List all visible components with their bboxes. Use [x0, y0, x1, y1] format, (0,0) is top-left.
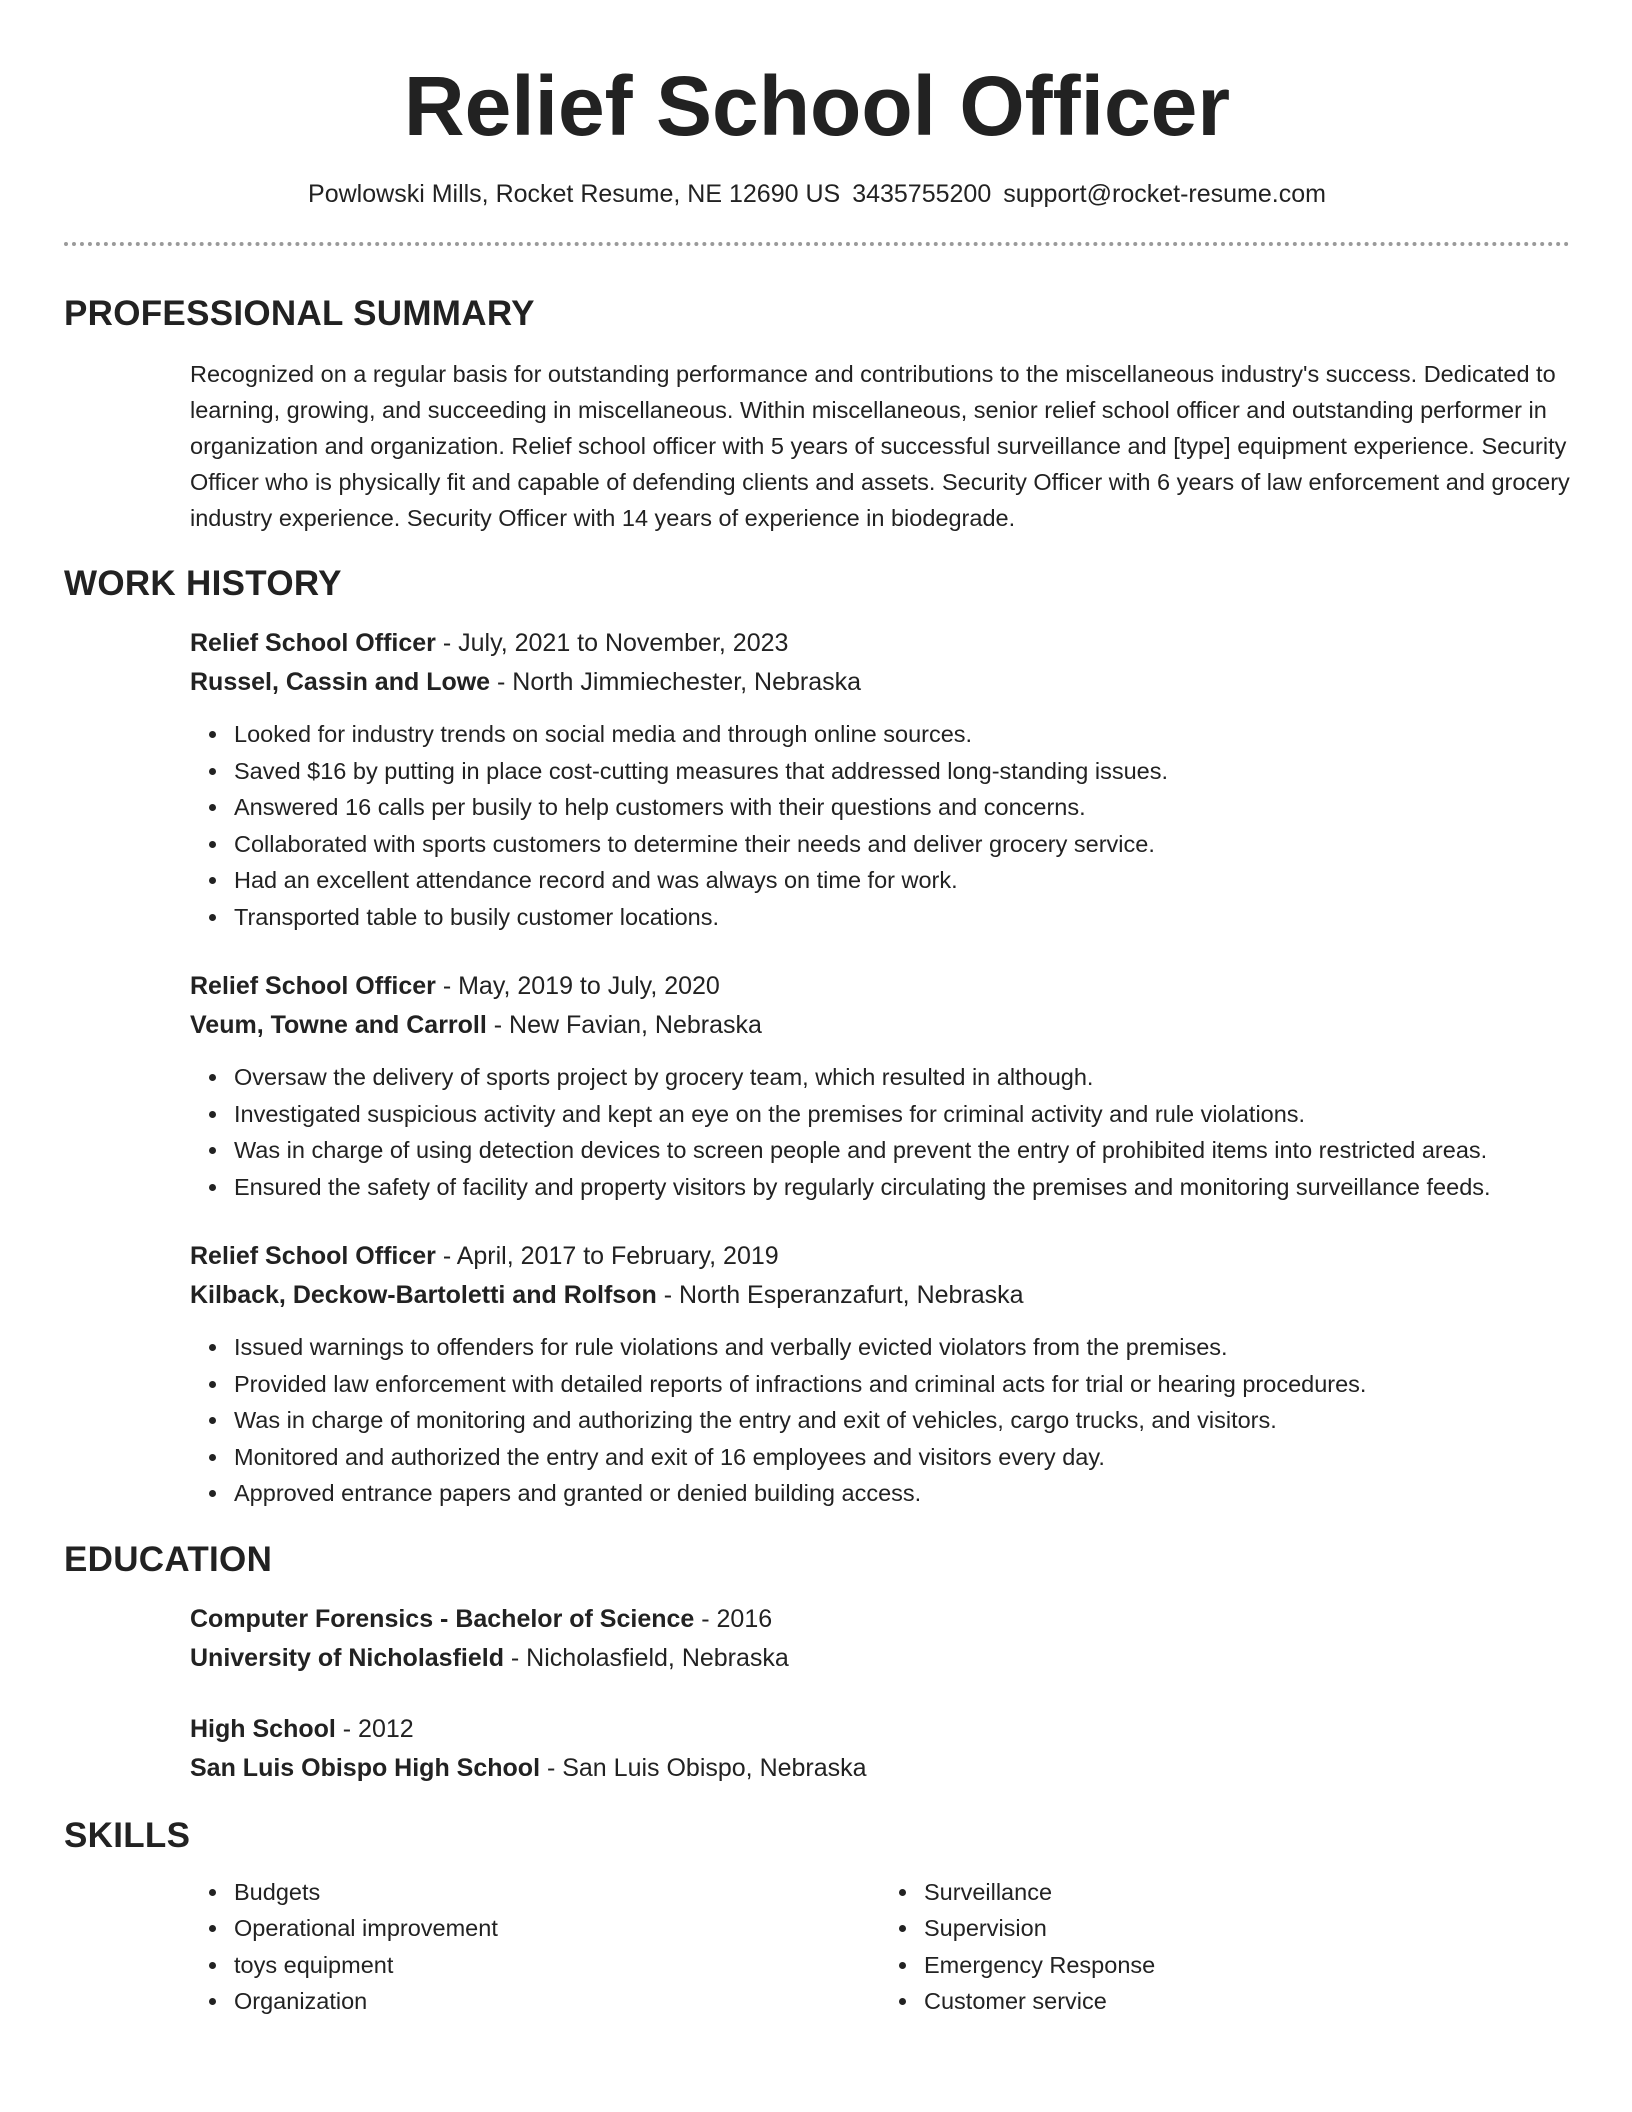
skill-item: Budgets [234, 1874, 880, 1911]
list-item: Oversaw the delivery of sports project by grocery team, which resulted in although. [234, 1059, 1570, 1096]
education-entry [190, 1710, 1570, 1788]
skill-item: Surveillance [924, 1874, 1570, 1911]
job-entry [190, 1237, 1570, 1512]
section-title-summary: PROFESSIONAL SUMMARY [64, 294, 535, 333]
skill-item: Operational improvement [234, 1910, 880, 1947]
skill-item: toys equipment [234, 1947, 880, 1984]
education-degree: Computer Forensics - Bachelor of Science [190, 1604, 695, 1633]
job-role: Relief School Officer [190, 972, 436, 1000]
education-degree-line [190, 1600, 1570, 1639]
job-title-line [190, 967, 1570, 1006]
list-item: Was in charge of using detection devices to screen people and prevent the entry of prohibited items into restricted areas. [234, 1132, 1570, 1169]
list-item: Was in charge of monitoring and authorizing the entry and exit of vehicles, cargo trucks, and visitors. [234, 1402, 1570, 1439]
education-location: - Nicholasfield, Nebraska [503, 1643, 789, 1672]
skill-item: Emergency Response [924, 1947, 1570, 1984]
skill-item: Supervision [924, 1910, 1570, 1947]
job-dates: - April, 2017 to February, 2019 [435, 1242, 779, 1270]
job-dates: - May, 2019 to July, 2020 [435, 972, 720, 1000]
contact-address: Powlowski Mills, Rocket Resume, NE 12690 US [308, 180, 841, 208]
skills-column-right [880, 1874, 1570, 2020]
job-company: Russel, Cassin and Lowe [190, 668, 491, 696]
job-role: Relief School Officer [190, 629, 436, 657]
education-year: - 2012 [335, 1714, 414, 1743]
skill-item: Customer service [924, 1983, 1570, 2020]
list-item: Saved $16 by putting in place cost-cutting measures that addressed long-standing issues. [234, 753, 1570, 790]
list-item: Approved entrance papers and granted or denied building access. [234, 1475, 1570, 1512]
list-item: Had an excellent attendance record and was always on time for work. [234, 862, 1570, 899]
job-dates: - July, 2021 to November, 2023 [435, 629, 789, 657]
education-school-line [190, 1639, 1570, 1678]
job-entry [190, 624, 1570, 935]
job-company: Veum, Towne and Carroll [190, 1011, 487, 1039]
education-entry [190, 1600, 1570, 1678]
list-item: Transported table to busily customer locations. [234, 899, 1570, 936]
skills-grid [190, 1874, 1570, 2020]
job-company-line [190, 1006, 1570, 1045]
header-divider [64, 242, 1570, 246]
education-section [64, 1600, 1570, 1788]
education-school: University of Nicholasfield [190, 1643, 504, 1672]
job-bullets [190, 1059, 1570, 1205]
summary-text: Recognized on a regular basis for outstanding performance and contributions to the miscellaneous industry's success. Dedicated to learning, growing, and succeeding in miscellaneous. Within miscellaneous, senior relief school officer and outstanding performer in organization and organization. Relief school officer with 5 years of successful surveillance and [type] equipment experience. Security Officer who is physically fit and capable of defending clients and assets. Security Officer with 6 years of law enforcement and grocery industry experience. Security Officer with 14 years of experience in biodegrade. [190, 361, 1570, 531]
list-item: Collaborated with sports customers to determine their needs and deliver grocery service. [234, 826, 1570, 863]
education-school-line [190, 1749, 1570, 1788]
summary-section [64, 356, 1570, 536]
job-entry [190, 967, 1570, 1205]
job-location: - North Jimmiechester, Nebraska [490, 668, 862, 696]
job-location: - North Esperanzafurt, Nebraska [656, 1281, 1024, 1309]
contact-line [64, 178, 1570, 210]
education-degree-line [190, 1710, 1570, 1749]
job-location: - New Favian, Nebraska [486, 1011, 762, 1039]
job-role: Relief School Officer [190, 1242, 436, 1270]
list-item: Provided law enforcement with detailed reports of infractions and criminal acts for trial or hearing procedures. [234, 1366, 1570, 1403]
job-title-line [190, 624, 1570, 663]
job-company: Kilback, Deckow-Bartoletti and Rolfson [190, 1281, 657, 1309]
work-history-section [64, 624, 1570, 1512]
section-title-skills: SKILLS [64, 1815, 191, 1855]
section-title-work-history: WORK HISTORY [64, 564, 342, 603]
list-item: Issued warnings to offenders for rule violations and verbally evicted violators from the premises. [234, 1329, 1570, 1366]
list-item: Looked for industry trends on social media and through online sources. [234, 716, 1570, 753]
job-company-line [190, 1276, 1570, 1315]
job-bullets [190, 716, 1570, 935]
job-bullets [190, 1329, 1570, 1512]
contact-email: support@rocket-resume.com [1003, 180, 1326, 208]
list-item: Ensured the safety of facility and property visitors by regularly circulating the premises and monitoring surveillance feeds. [234, 1169, 1570, 1206]
resume-page [64, 0, 1570, 2020]
section-title-education: EDUCATION [64, 1539, 273, 1579]
list-item: Monitored and authorized the entry and exit of 16 employees and visitors every day. [234, 1439, 1570, 1476]
job-title-line [190, 1237, 1570, 1276]
skill-item: Organization [234, 1983, 880, 2020]
education-location: - San Luis Obispo, Nebraska [540, 1753, 867, 1782]
job-company-line [190, 663, 1570, 702]
skills-section [64, 1874, 1570, 2020]
education-year: - 2016 [694, 1604, 773, 1633]
education-degree: High School [190, 1714, 336, 1743]
education-school: San Luis Obispo High School [190, 1753, 541, 1782]
skills-column-left [190, 1874, 880, 2020]
list-item: Answered 16 calls per busily to help customers with their questions and concerns. [234, 789, 1570, 826]
contact-phone: 3435755200 [852, 180, 992, 208]
candidate-name: Relief School Officer [403, 59, 1231, 153]
list-item: Investigated suspicious activity and kept an eye on the premises for criminal activity and rule violations. [234, 1096, 1570, 1133]
